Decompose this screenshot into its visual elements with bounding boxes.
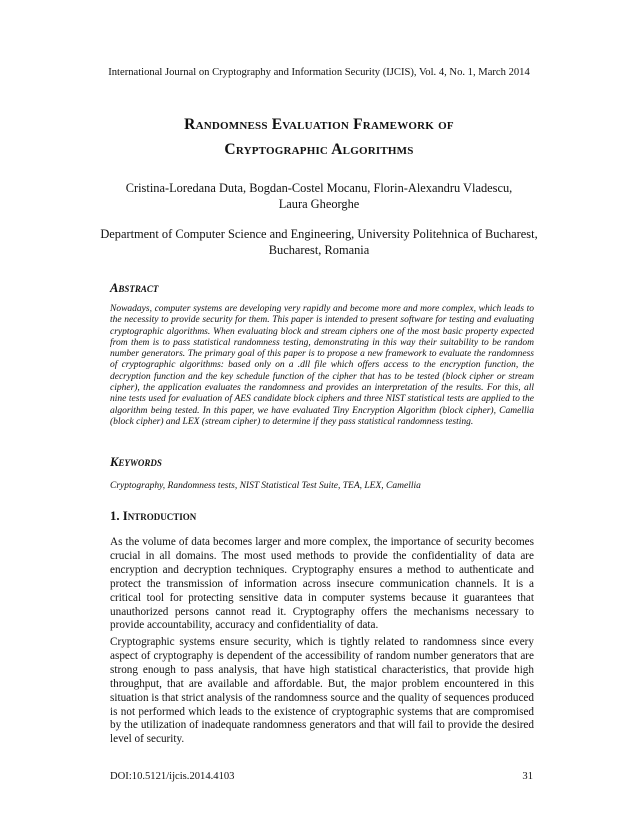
page-number: 31 (522, 771, 533, 782)
abstract-heading: Abstract (110, 281, 159, 295)
introduction-paragraph: Cryptographic systems ensure security, which is tightly related to randomness since every aspect of cryptography is dependent of the accessibility of random number generators that are strong enough to pass analysis, that have high statistical characteristics, that provide high throughput, that are available and affordable. But, the major problem encountered in this situation is that strict analysis of the randomness source and the quality of sequences produced is not performed which leads to the existence of cryptographic systems that are compromised by the utilization of inadequate randomness generators and that will fail to provide the desired level of security. (110, 636, 534, 746)
title-line-2: Cryptographic Algorithms (224, 141, 414, 158)
abstract-body: Nowadays, computer systems are developing very rapidly and become more and more complex, which leads to the necessity to provide security for them. This paper is intended to present software for testing and evaluating cryptographic algorithms. When evaluating block and stream ciphers one of the most basic property expected from them is to pass statistical randomness testing, demonstrating in this way their suitability to be random number generators. The primary goal of this paper is to propose a new framework to evaluate the randomness of cryptographic algorithms: based only on a .dll file which offers access to the encryption function, the decryption function and the key schedule function of the cipher that has to be tested (block cipher or stream cipher), the application evaluates the randomness and provides an interpretation of the results. For this, all nine tests used for evaluation of AES candidate block ciphers and three NIST statistical tests are applied to the algorithm being tested. In this paper, we have evaluated Tiny Encryption Algorithm (block cipher), Camellia (block cipher) and LEX (stream cipher) to determine if they pass statistical randomness testing. (110, 304, 534, 427)
running-header: International Journal on Cryptography and Information Security (IJCIS), Vol. 4, No. 1, March 2014 (108, 67, 530, 78)
doi-footer: DOI:10.5121/ijcis.2014.4103 (110, 771, 235, 782)
paper-title (70, 112, 568, 162)
affiliation-line-2: Bucharest, Romania (268, 243, 370, 257)
author-list (80, 180, 558, 212)
keywords-heading: Keywords (110, 455, 162, 469)
authors-line-2: Laura Gheorghe (278, 197, 360, 211)
authors-line-1: Cristina-Loredana Duta, Bogdan-Costel Mocanu, Florin-Alexandru Vladescu, (125, 181, 513, 195)
keywords-body: Cryptography, Randomness tests, NIST Statistical Test Suite, TEA, LEX, Camellia (110, 481, 421, 491)
title-line-1: Randomness Evaluation Framework of (184, 116, 454, 133)
affiliation (80, 226, 558, 258)
introduction-heading: 1. Introduction (110, 509, 197, 523)
affiliation-line-1: Department of Computer Science and Engineering, University Politehnica of Bucharest, (100, 227, 538, 241)
introduction-paragraph: As the volume of data becomes larger and more complex, the importance of security becomes crucial in all domains. The most used methods to provide the confidentiality of data are encryption and decryption techniques. Cryptography ensures a method to authenticate and protect the transmission of information across insecure communication channels. It is a critical tool for protecting sensitive data in computer systems because it guarantees that unauthorized persons cannot read it. Cryptography offers the mechanisms necessary to provide accountability, accuracy and confidentiality of data. (110, 536, 534, 632)
